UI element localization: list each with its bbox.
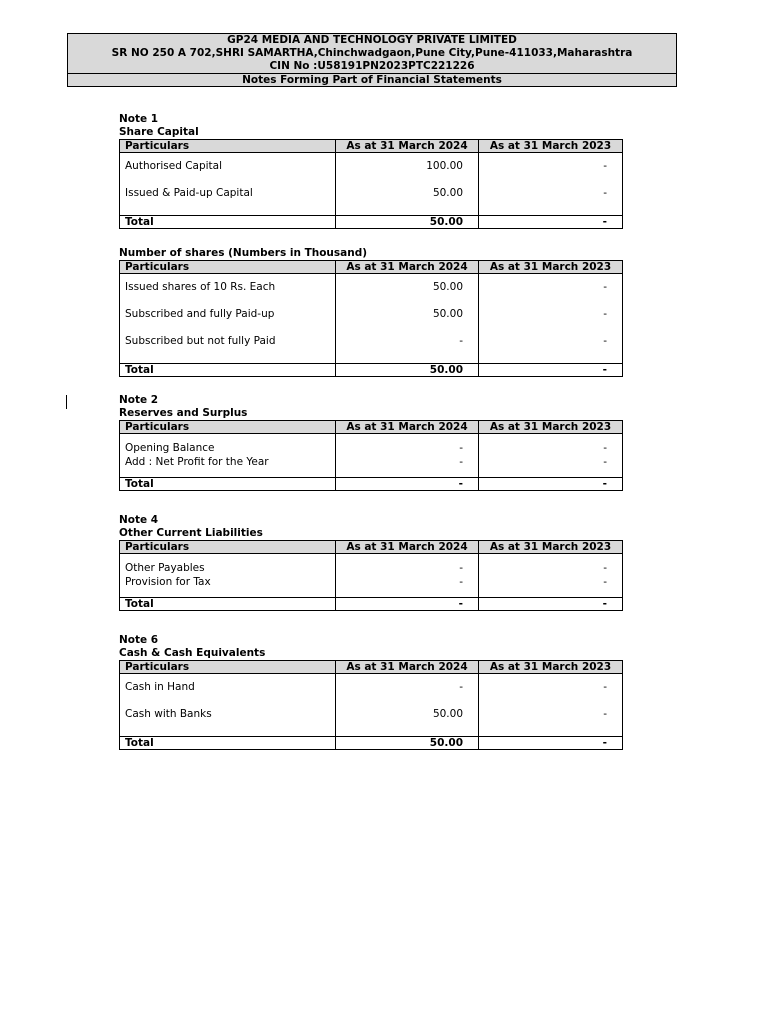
row-label: Provision for Tax — [120, 575, 336, 589]
table-row — [120, 701, 623, 728]
row-current: - — [336, 674, 479, 702]
row-label: Other Payables — [120, 561, 336, 575]
note-number: Note 1 — [119, 113, 159, 125]
row-previous: - — [479, 561, 623, 575]
table-row — [120, 153, 623, 181]
col-current: As at 31 March 2024 — [336, 140, 479, 153]
row-current: 50.00 — [336, 180, 479, 207]
row-current: - — [336, 441, 479, 455]
col-previous: As at 31 March 2023 — [479, 421, 623, 434]
row-current: - — [336, 561, 479, 575]
note-4-section — [119, 514, 622, 611]
row-label: Authorised Capital — [120, 153, 336, 181]
note-title: Share Capital — [119, 126, 199, 138]
table-row — [120, 455, 623, 469]
col-current: As at 31 March 2024 — [336, 541, 479, 554]
total-row — [120, 364, 623, 377]
total-previous: - — [479, 598, 623, 611]
col-current: As at 31 March 2024 — [336, 421, 479, 434]
col-previous: As at 31 March 2023 — [479, 261, 623, 274]
row-previous: - — [479, 301, 623, 328]
row-previous: - — [479, 701, 623, 728]
total-row — [120, 478, 623, 491]
total-current: - — [336, 478, 479, 491]
row-previous: - — [479, 575, 623, 589]
note-1-section — [119, 113, 622, 229]
document-subtitle: Notes Forming Part of Financial Statements — [68, 73, 676, 86]
col-previous: As at 31 March 2023 — [479, 140, 623, 153]
cash-equivalents-table — [119, 660, 623, 750]
other-current-liabilities-table — [119, 540, 623, 611]
total-row — [120, 216, 623, 229]
row-previous: - — [479, 153, 623, 181]
col-particulars: Particulars — [120, 261, 336, 274]
total-current: - — [336, 598, 479, 611]
row-current: 50.00 — [336, 701, 479, 728]
company-name: GP24 MEDIA AND TECHNOLOGY PRIVATE LIMITED — [227, 34, 517, 46]
total-label: Total — [120, 478, 336, 491]
total-current: 50.00 — [336, 216, 479, 229]
total-row — [120, 737, 623, 750]
total-previous: - — [479, 364, 623, 377]
total-label: Total — [120, 598, 336, 611]
row-label: Add : Net Profit for the Year — [120, 455, 336, 469]
number-of-shares-table — [119, 260, 623, 377]
table-row — [120, 575, 623, 589]
col-particulars: Particulars — [120, 140, 336, 153]
note-6-section — [119, 634, 622, 750]
row-current: 50.00 — [336, 274, 479, 302]
col-previous: As at 31 March 2023 — [479, 661, 623, 674]
text-cursor — [66, 395, 67, 409]
row-previous: - — [479, 180, 623, 207]
note-title: Reserves and Surplus — [119, 407, 248, 419]
total-label: Total — [120, 216, 336, 229]
note-title: Other Current Liabilities — [119, 527, 263, 539]
row-current: - — [336, 328, 479, 355]
note-title: Cash & Cash Equivalents — [119, 647, 266, 659]
col-current: As at 31 March 2024 — [336, 661, 479, 674]
row-label: Subscribed but not fully Paid — [120, 328, 336, 355]
table-row — [120, 674, 623, 702]
table-row — [120, 301, 623, 328]
note-number: Note 4 — [119, 514, 159, 526]
table-row — [120, 180, 623, 207]
row-previous: - — [479, 328, 623, 355]
number-of-shares-section — [119, 247, 622, 377]
section-title: Number of shares (Numbers in Thousand) — [119, 247, 368, 259]
row-label: Subscribed and fully Paid-up — [120, 301, 336, 328]
total-row — [120, 598, 623, 611]
document-header — [67, 33, 677, 87]
company-address: SR NO 250 A 702,SHRI SAMARTHA,Chinchwadgaon,Pune City,Pune-411033,Maharashtra — [111, 47, 633, 59]
total-previous: - — [479, 737, 623, 750]
row-current: - — [336, 455, 479, 469]
col-previous: As at 31 March 2023 — [479, 541, 623, 554]
table-row — [120, 328, 623, 355]
reserves-surplus-table — [119, 420, 623, 491]
share-capital-table — [119, 139, 623, 229]
table-row — [120, 441, 623, 455]
note-number: Note 6 — [119, 634, 159, 646]
table-header-row — [120, 661, 623, 674]
table-row — [120, 561, 623, 575]
row-previous: - — [479, 441, 623, 455]
table-header-row — [120, 541, 623, 554]
row-label: Opening Balance — [120, 441, 336, 455]
row-previous: - — [479, 674, 623, 702]
row-label: Issued & Paid-up Capital — [120, 180, 336, 207]
row-label: Issued shares of 10 Rs. Each — [120, 274, 336, 302]
total-previous: - — [479, 478, 623, 491]
row-label: Cash with Banks — [120, 701, 336, 728]
col-current: As at 31 March 2024 — [336, 261, 479, 274]
col-particulars: Particulars — [120, 661, 336, 674]
row-label: Cash in Hand — [120, 674, 336, 702]
note-number: Note 2 — [119, 394, 159, 406]
total-label: Total — [120, 364, 336, 377]
row-current: 100.00 — [336, 153, 479, 181]
col-particulars: Particulars — [120, 421, 336, 434]
total-previous: - — [479, 216, 623, 229]
table-header-row — [120, 261, 623, 274]
note-2-section — [119, 394, 622, 491]
total-current: 50.00 — [336, 364, 479, 377]
row-previous: - — [479, 455, 623, 469]
company-cin: CIN No :U58191PN2023PTC221226 — [269, 60, 475, 72]
col-particulars: Particulars — [120, 541, 336, 554]
table-header-row — [120, 421, 623, 434]
row-previous: - — [479, 274, 623, 302]
table-header-row — [120, 140, 623, 153]
row-current: 50.00 — [336, 301, 479, 328]
total-current: 50.00 — [336, 737, 479, 750]
table-row — [120, 274, 623, 302]
total-label: Total — [120, 737, 336, 750]
row-current: - — [336, 575, 479, 589]
